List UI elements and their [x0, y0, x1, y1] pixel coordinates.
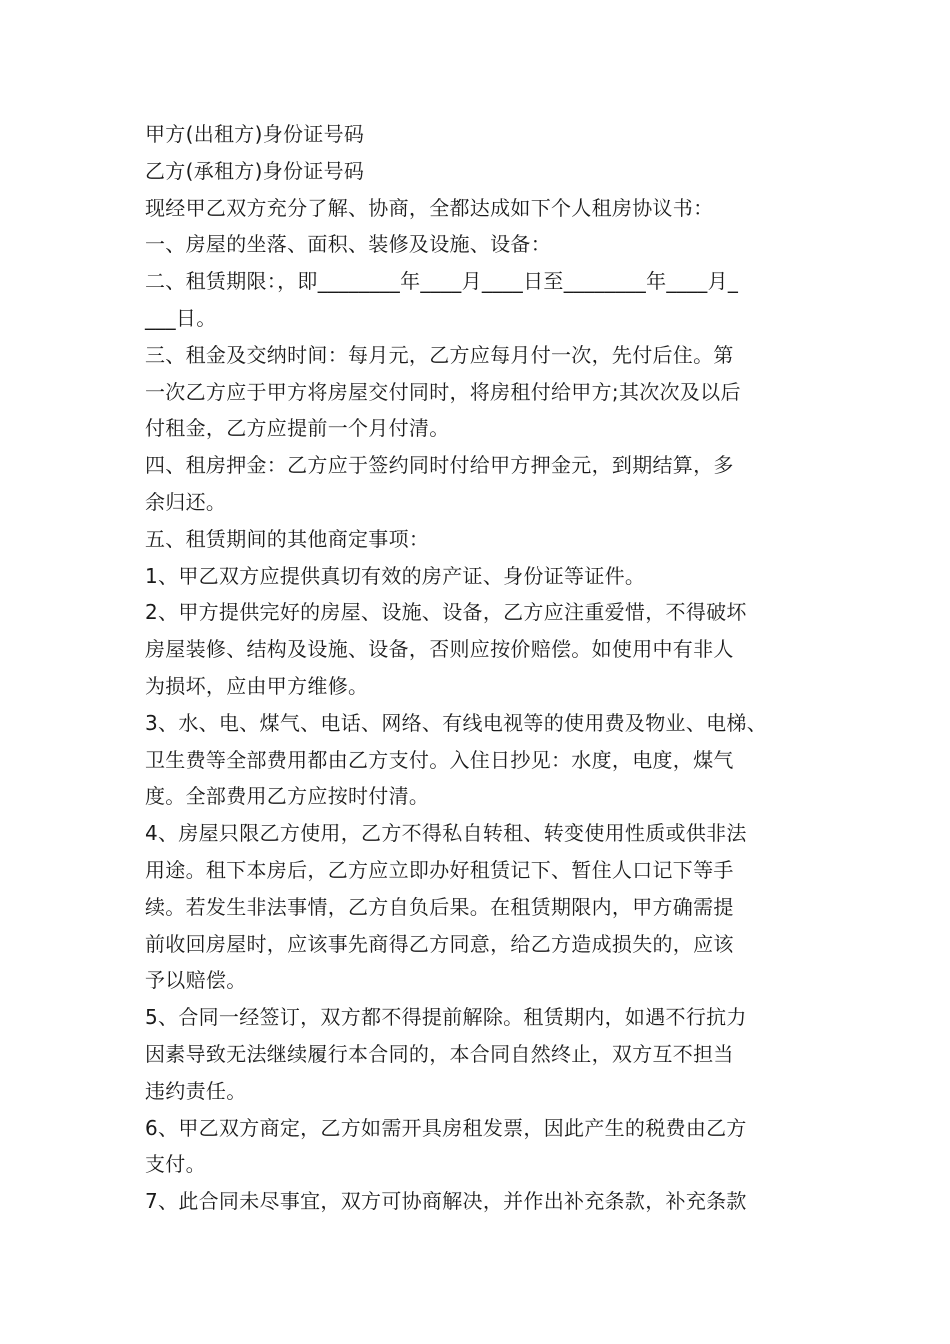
- item-4-line: 4、房屋只限乙方使用，乙方不得私自转租、转变使用性质或供非法: [145, 821, 747, 846]
- clause-3-line: 三、租金及交纳时间：每月元，乙方应每月付一次，先付后住。第: [145, 342, 734, 367]
- party-a-id-line: 甲方(出租方)身份证号码: [145, 122, 365, 146]
- clause-2-line: ___日。: [145, 305, 217, 330]
- item-7-line: 7、此合同未尽事宜，双方可协商解决，并作出补充条款，补充条款: [145, 1189, 747, 1214]
- item-4-line: 予以赔偿。: [145, 968, 247, 993]
- document-body: [145, 116, 810, 1220]
- item-1-line: 1、甲乙双方应提供真切有效的房产证、身份证等证件。: [145, 563, 646, 588]
- item-3-line: 3、水、电、煤气、电话、网络、有线电视等的使用费及物业、电梯、: [145, 710, 768, 735]
- item-5-line: 5、合同一经签订，双方都不得提前解除。租赁期内，如遇不行抗力: [145, 1005, 747, 1030]
- clause-2-line: 二、租赁期限：，即________年____月____日至________年____月_: [145, 269, 739, 294]
- clause-4-line: 四、租房押金：乙方应于签约同时付给甲方押金元，到期结算，多: [145, 453, 734, 478]
- clause-1-line: 一、房屋的坐落、面积、装修及设施、设备：: [145, 232, 551, 257]
- item-6-line: 6、甲乙双方商定，乙方如需开具房租发票，因此产生的税费由乙方: [145, 1115, 747, 1140]
- party-b-id-line: 乙方(承租方)身份证号码: [145, 158, 365, 183]
- item-5-line: 违约责任。: [145, 1078, 247, 1103]
- item-2-line: 为损坏，应由甲方维修。: [145, 673, 369, 698]
- clause-3-line: 一次乙方应于甲方将房屋交付同时，将房租付给甲方;其次次及以后: [145, 379, 741, 404]
- item-2-line: 2、甲方提供完好的房屋、设施、设备，乙方应注重爱惜，不得破坏: [145, 600, 747, 625]
- item-3-line: 度。全部费用乙方应按时付清。: [145, 784, 430, 809]
- item-4-line: 前收回房屋时，应该事先商得乙方同意，给乙方造成损失的，应该: [145, 931, 734, 956]
- item-3-line: 卫生费等全部费用都由乙方支付。入住日抄见：水度，电度，煤气: [145, 747, 734, 772]
- agreement-intro-line: 现经甲乙双方充分了解、协商，全都达成如下个人租房协议书：: [145, 195, 714, 220]
- clause-5-heading: 五、租赁期间的其他商定事项：: [145, 526, 430, 551]
- item-4-line: 续。若发生非法事情，乙方自负后果。在租赁期限内，甲方确需提: [145, 894, 734, 919]
- item-5-line: 因素导致无法继续履行本合同的，本合同自然终止，双方互不担当: [145, 1041, 734, 1066]
- clause-3-line: 付租金，乙方应提前一个月付清。: [145, 416, 450, 441]
- item-4-line: 用途。租下本房后，乙方应立即办好租赁记下、暂住人口记下等手: [145, 857, 734, 882]
- item-2-line: 房屋装修、结构及设施、设备，否则应按价赔偿。如使用中有非人: [145, 637, 734, 662]
- clause-4-line: 余归还。: [145, 489, 227, 514]
- item-6-line: 支付。: [145, 1152, 206, 1177]
